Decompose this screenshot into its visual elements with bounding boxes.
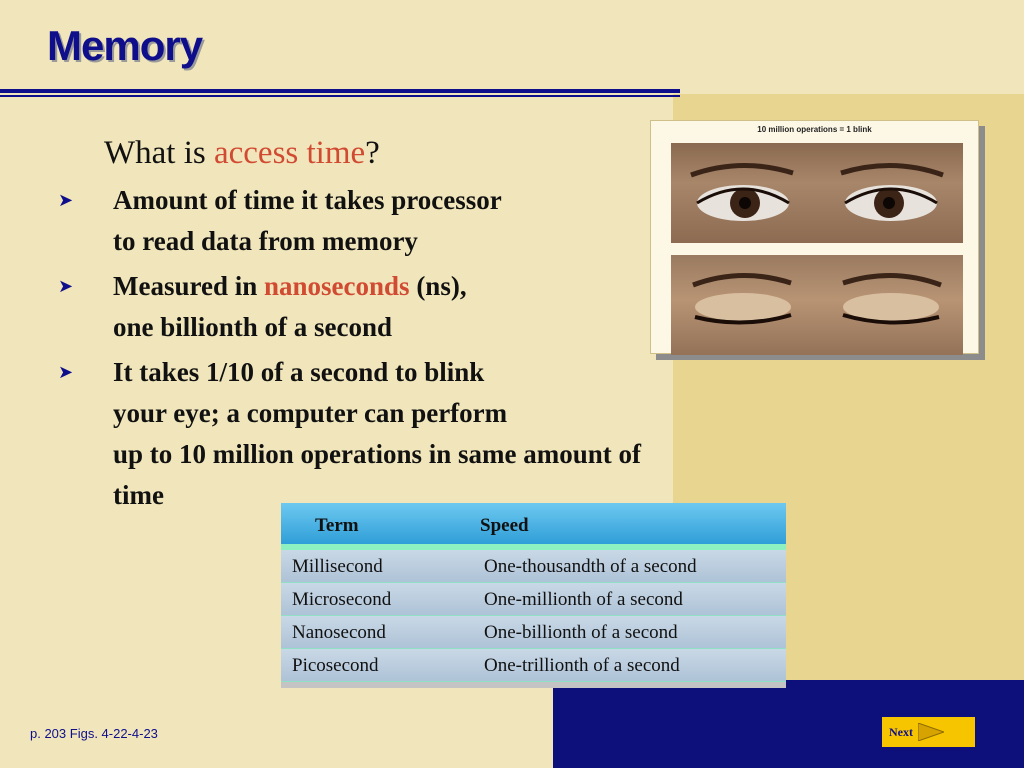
open-eyes-image [671, 143, 963, 243]
speed-table [281, 503, 786, 688]
question-heading [104, 135, 380, 172]
bullet-text: to read data from memory [113, 226, 418, 256]
bullet-text: Measured in [113, 271, 265, 301]
title-rule-thin [0, 95, 680, 97]
bullet-text: time [113, 480, 164, 510]
arrow-bullet-icon: ➤ [58, 276, 74, 296]
table-header [281, 503, 786, 544]
eye-blink-photo [650, 120, 979, 354]
bullet-text: your eye; a computer can perform [113, 398, 508, 428]
bullet-text: It takes 1/10 of a second to blink [113, 357, 485, 387]
table-cell: Nanosecond [292, 622, 386, 643]
bullet-item [58, 352, 798, 516]
table-cell: Millisecond [292, 556, 383, 577]
question-prefix: What is [104, 135, 214, 171]
bullet-text: one billionth of a second [113, 312, 393, 342]
question-suffix: ? [365, 135, 380, 171]
column-header-term: Term [315, 515, 359, 536]
bullet-text: Amount of time it takes processor [113, 185, 502, 215]
page-reference: p. 203 Figs. 4-22-4-23 [30, 726, 158, 741]
next-label: Next [889, 725, 913, 739]
table-cell: One-millionth of a second [484, 589, 683, 610]
table-cell: Picosecond [292, 655, 379, 676]
arrow-bullet-icon: ➤ [58, 190, 74, 210]
table-cell: Microsecond [292, 589, 392, 610]
bullet-highlight: nanoseconds [264, 271, 410, 301]
table-cell: One-thousandth of a second [484, 556, 697, 577]
photo-caption: 10 million operations = 1 blink [757, 125, 872, 134]
table-row [281, 550, 786, 583]
table-row [281, 583, 786, 616]
closed-eyes-image [671, 255, 963, 355]
bullet-text: up to 10 million operations in same amount of [113, 439, 642, 469]
closed-eyes-icon [671, 255, 963, 355]
table-cell: One-billionth of a second [484, 622, 678, 643]
arrow-bullet-icon: ➤ [58, 362, 74, 382]
column-header-speed: Speed [480, 515, 529, 536]
title-rule [0, 89, 680, 93]
bullet-text: (ns), [409, 271, 467, 301]
table-row [281, 616, 786, 649]
next-button[interactable] [882, 717, 975, 747]
next-arrow-icon [918, 723, 944, 741]
slide-title: Memory [47, 22, 203, 69]
table-cell: One-trillionth of a second [484, 655, 680, 676]
open-eyes-icon [671, 143, 963, 243]
table-row [281, 649, 786, 682]
question-highlight: access time [213, 135, 366, 171]
